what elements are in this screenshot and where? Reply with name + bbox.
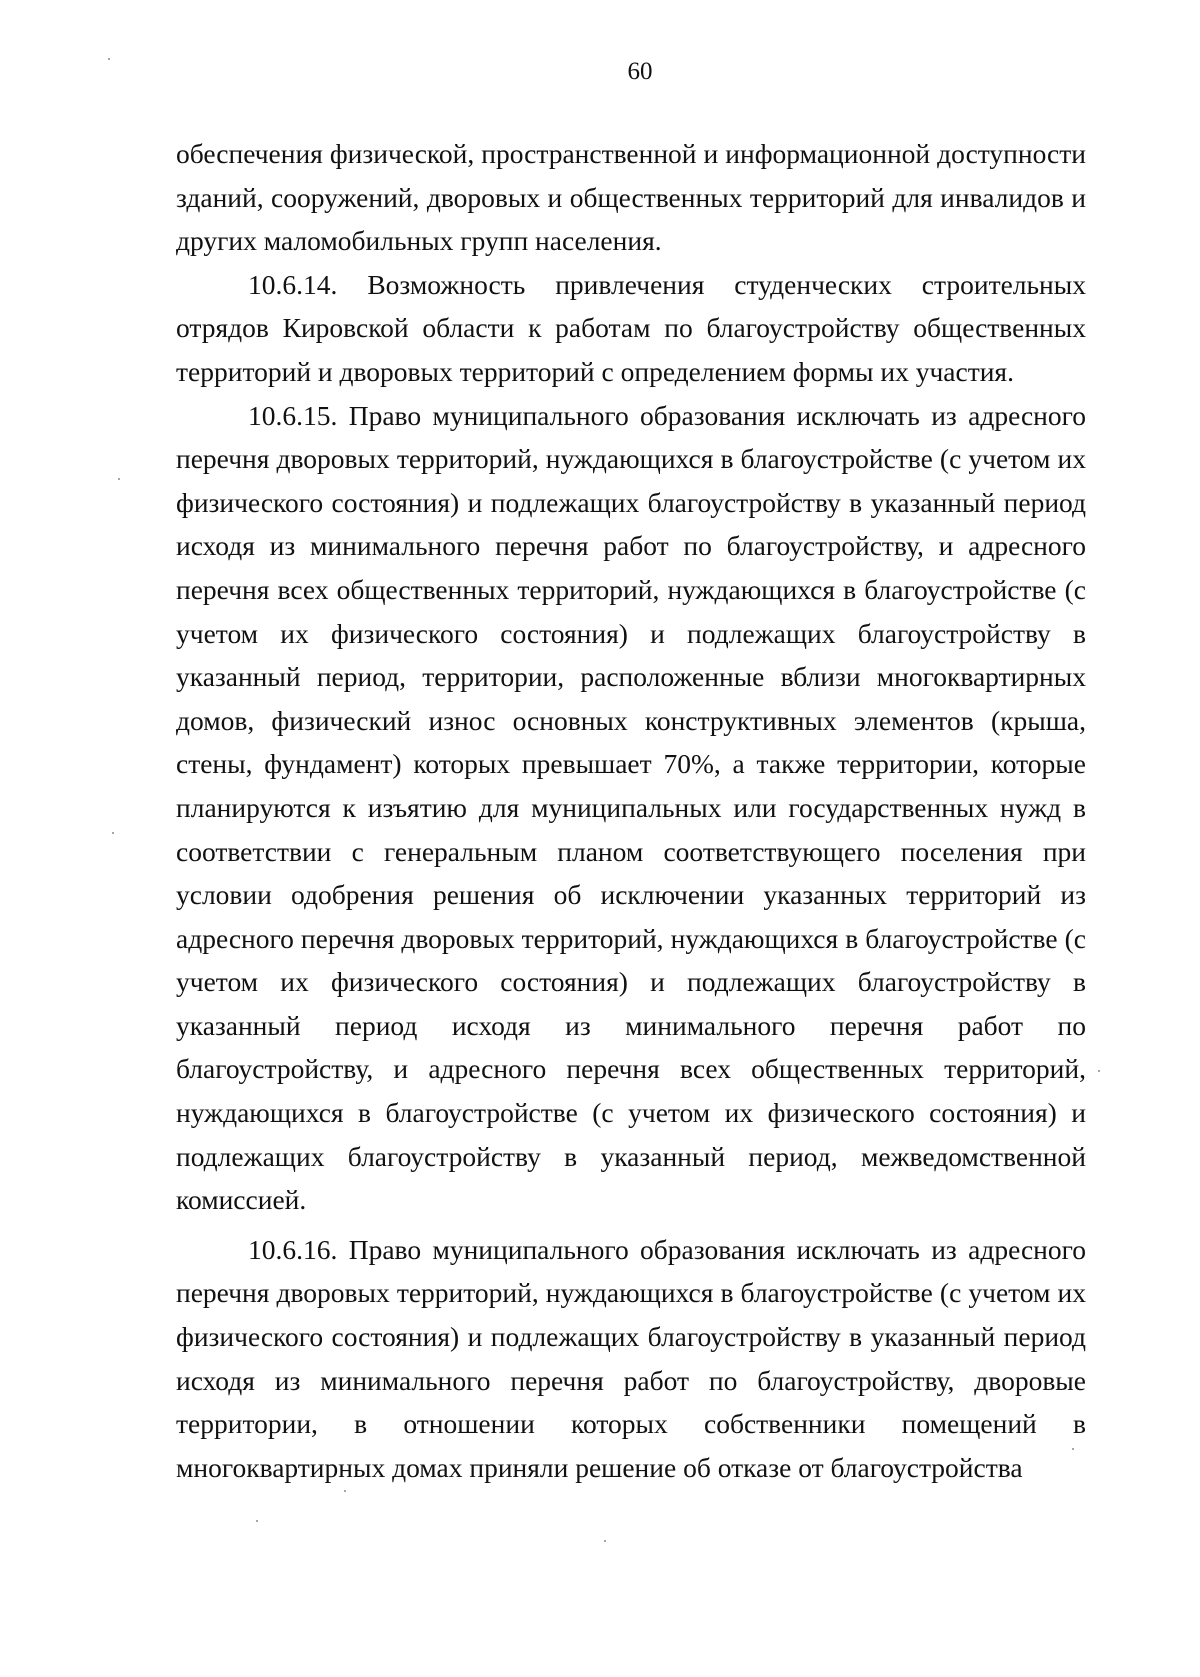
body-text — [176, 132, 1086, 1489]
paragraph-10-6-15: 10.6.15. Право муниципального образования исключать из адресного перечня дворовых территорий, нуждающихся в благоустройстве (с учетом их физического состояния) и подлежащих благоустройству в указанный период исходя из минимального перечня работ по благоустройству, и адресного перечня всех общественных территорий, нуждающихся в благоустройстве (с учетом их физического состояния) и подлежащих благоустройству в указанный период, территории, расположенные вблизи многоквартирных домов, физический износ основных конструктивных элементов (крыша, стены, фундамент) которых превышает 70%, а также территории, которые планируются к изъятию для муниципальных или государственных нужд в соответствии с генеральным планом соответствующего поселения при условии одобрения решения об исключении указанных территорий из адресного перечня дворовых территорий, нуждающихся в благоустройстве (с учетом их физического состояния) и подлежащих благоустройству в указанный период исходя из минимального перечня работ по благоустройству, и адресного перечня всех общественных территорий, нуждающихся в благоустройстве (с учетом их физического состояния) и подлежащих благоустройству в указанный период, межведомственной комиссией. — [176, 399, 1086, 1216]
page-number: 60 — [627, 58, 653, 85]
paragraph-10-6-16: 10.6.16. Право муниципального образования исключать из адресного перечня дворовых территорий, нуждающихся в благоустройстве (с учетом их физического состояния) и подлежащих благоустройству в указанный период исходя из минимального перечня работ по благоустройству, дворовые территории, в отношении которых собственники помещений в многоквартирных домах приняли решение об отказе от благоустройства — [176, 1233, 1086, 1483]
scan-speck — [344, 1490, 346, 1492]
scan-speck — [1098, 1070, 1100, 1072]
scan-speck — [604, 1540, 606, 1542]
scan-speck — [118, 478, 120, 480]
scan-speck — [108, 58, 110, 60]
paragraph-10-6-14: 10.6.14. Возможность привлечения студенческих строительных отрядов Кировской области к работам по благоустройству общественных территорий и дворовых территорий с определением формы их участия. — [176, 268, 1086, 387]
paragraph-continuation: обеспечения физической, пространственной и информационной доступности зданий, сооружений, дворовых и общественных территорий для инвалидов и других маломобильных групп населения. — [176, 138, 1086, 257]
scan-speck — [112, 832, 114, 834]
scan-speck — [1072, 1448, 1074, 1450]
scan-speck — [256, 1520, 258, 1522]
